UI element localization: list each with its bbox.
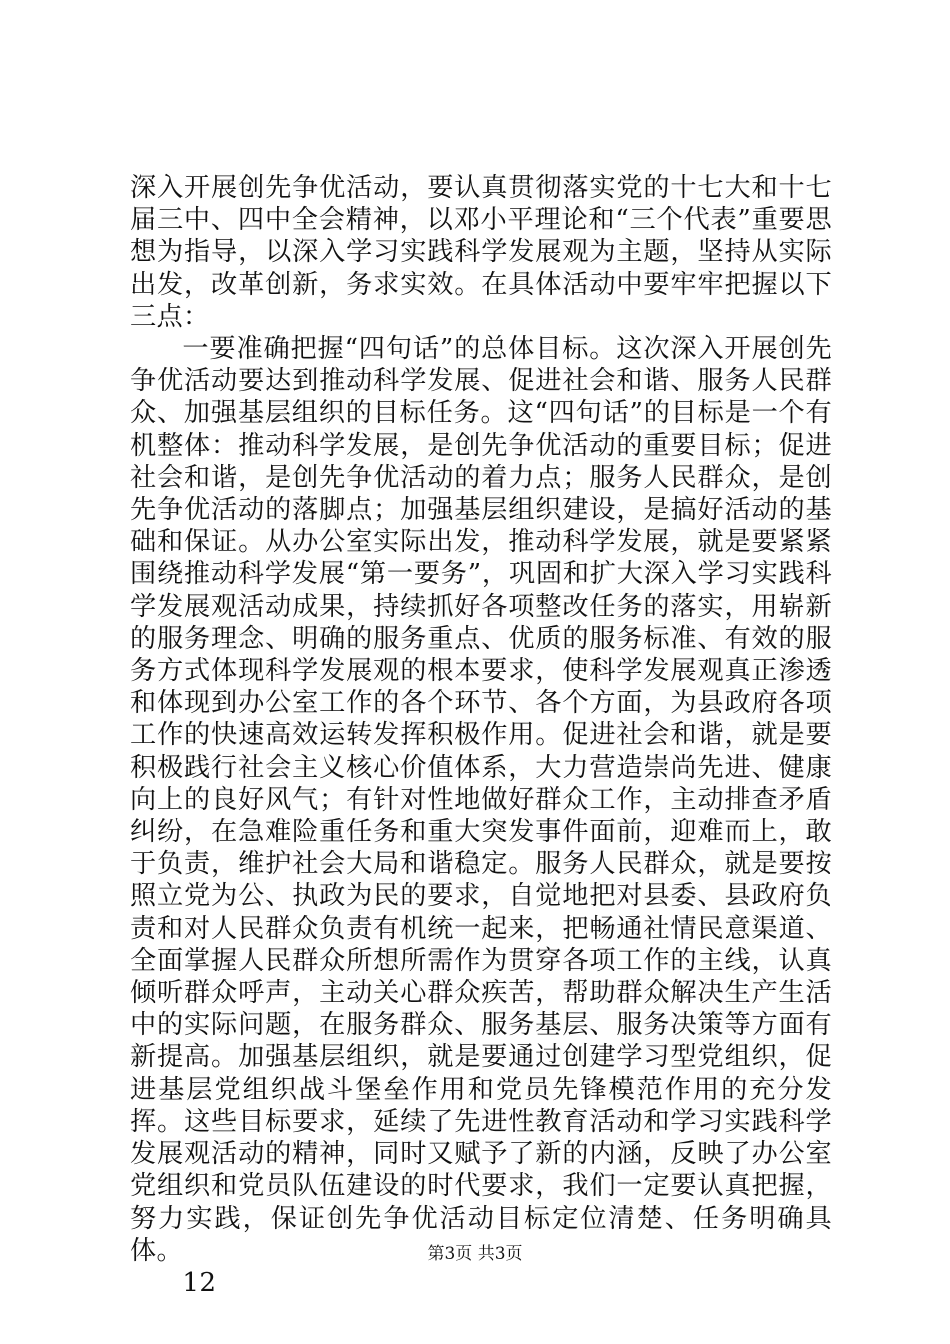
page-footer: 第3页 共3页 [427,1244,523,1264]
trailing-number: 12 [182,1267,217,1298]
paragraph-overall-goal: 一要准确把握“四句话”的总体目标。这次深入开展创先争优活动要达到推动科学发展、促进社会和谐、服务人民群众、加强基层组织的目标任务。这“四句话”的目标是一个有机整体：推动科学发展，是创先争优活动的重要目标；促进社会和谐，是创先争优活动的着力点；服务人民群众，是创先争优活动的落脚点；加强基层组织建设，是搞好活动的基础和保证。从办公室实际出发，推动科学发展，就是要紧紧围绕推动科学发展“第一要务”，巩固和扩大深入学习实践科学发展观活动成果，持续抓好各项整改任务的落实，用崭新的服务理念、明确的服务重点、优质的服务标准、有效的服务方式体现科学发展观的根本要求，使科学发展观真正渗透和体现到办公室工作的各个环节、各个方面，为县政府各项工作的快速高效运转发挥积极作用。促进社会和谐，就是要积极践行社会主义核心价值体系，大力营造崇尚先进、健康向上的良好风气；有针对性地做好群众工作，主动排查矛盾纠纷，在急难险重任务和重大突发事件面前，迎难而上，敢于负责，维护社会大局和谐稳定。服务人民群众，就是要按照立党为公、执政为民的要求，自觉地把对县委、县政府负责和对人民群众负责有机统一起来，把畅通社情民意渠道、全面掌握人民群众所想所需作为贯穿各项工作的主线，认真倾听群众呼声，主动关心群众疾苦，帮助群众解决生产生活中的实际问题，在服务群众、服务基层、服务决策等方面有新提高。加强基层组织，就是要通过创建学习型党组织，促进基层党组织战斗堡垒作用和党员先锋模范作用的充分发挥。这些目标要求，延续了先进性教育活动和学习实践科学发展观活动的精神，同时又赋予了新的内涵，反映了办公室党组织和党员队伍建设的时代要求，我们一定要认真把握，努力实践，保证创先争优活动目标定位清楚、任务明确具体。 [130,334,832,1266]
document-body [130,172,832,1299]
paragraph-intro: 深入开展创先争优活动，要认真贯彻落实党的十七大和十七届三中、四中全会精神，以邓小平理论和“三个代表”重要思想为指导，以深入学习实践科学发展观为主题，坚持从实际出发，改革创新，务求实效。在具体活动中要牢牢把握以下三点： [130,173,832,332]
